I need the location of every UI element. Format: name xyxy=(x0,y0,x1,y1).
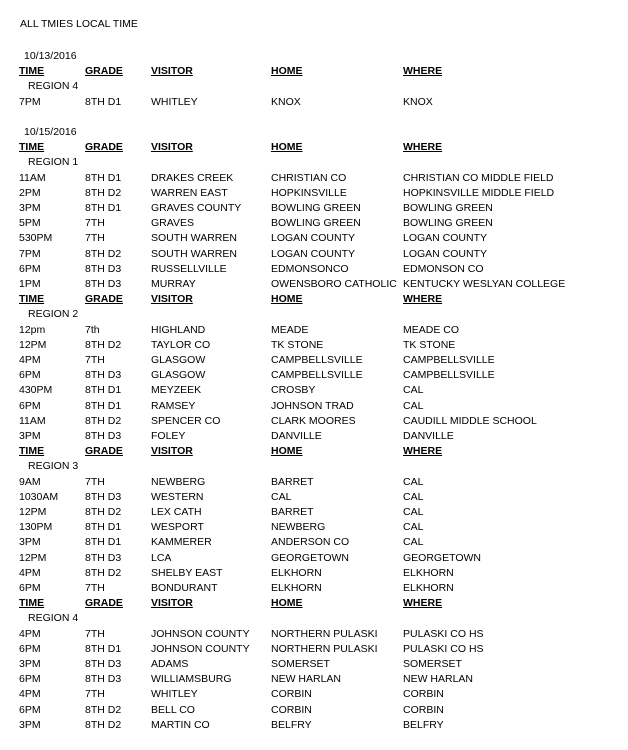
table-row xyxy=(0,719,628,734)
home-header: HOME xyxy=(271,141,303,154)
date-heading: 10/15/2016 xyxy=(24,126,77,138)
home-cell: BOWLING GREEN xyxy=(271,217,361,230)
table-row xyxy=(0,476,628,491)
table-row xyxy=(0,704,628,719)
table-row xyxy=(0,567,628,582)
home-cell: LOGAN COUNTY xyxy=(271,247,356,260)
table-row xyxy=(0,339,628,354)
table-row xyxy=(0,658,628,673)
grade-header: GRADE xyxy=(85,65,123,78)
where-cell: CAUDILL MIDDLE SCHOOL xyxy=(403,414,537,427)
home-cell: CORBIN xyxy=(271,688,312,701)
grade-header: GRADE xyxy=(85,597,123,610)
where-cell: EDMONSON CO xyxy=(403,262,484,275)
grade-cell: 7TH xyxy=(85,688,105,701)
visitor-cell: SPENCER CO xyxy=(151,414,221,427)
table-row xyxy=(0,278,628,293)
time-cell: 3PM xyxy=(19,430,41,442)
home-cell: TK STONE xyxy=(271,338,324,351)
home-cell: OWENSBORO CATHOLIC xyxy=(271,278,397,290)
visitor-cell: DRAKES CREEK xyxy=(151,171,234,184)
time-cell: 3PM xyxy=(19,536,41,549)
home-cell: BOWLING GREEN xyxy=(271,202,361,214)
grade-cell: 7th xyxy=(85,323,100,336)
visitor-cell: GLASGOW xyxy=(151,369,206,382)
visitor-cell: BONDURANT xyxy=(151,582,218,594)
home-cell: CAMPBELLSVILLE xyxy=(271,354,363,366)
column-header-row xyxy=(0,597,628,612)
grade-cell: 8TH D2 xyxy=(85,186,122,199)
time-cell: 11AM xyxy=(19,171,46,184)
visitor-header: VISITOR xyxy=(151,141,193,154)
region-label: REGION 4 xyxy=(28,612,79,625)
home-header: HOME xyxy=(271,445,303,458)
home-cell: BARRET xyxy=(271,475,314,488)
visitor-cell: KAMMERER xyxy=(151,536,212,549)
where-header: WHERE xyxy=(403,65,443,78)
grade-cell: 7TH xyxy=(85,217,105,230)
grade-cell: 7TH xyxy=(85,627,105,640)
home-cell: ELKHORN xyxy=(271,566,322,579)
grade-cell: 8TH D1 xyxy=(85,399,122,412)
where-cell: CAL xyxy=(403,521,424,534)
home-cell: NEWBERG xyxy=(271,521,326,534)
grade-cell: 7TH xyxy=(85,232,105,245)
where-header: WHERE xyxy=(403,141,443,154)
home-cell: BARRET xyxy=(271,506,314,518)
time-cell: 4PM xyxy=(19,566,41,579)
table-row xyxy=(0,172,628,187)
time-cell: 12PM xyxy=(19,551,47,564)
home-cell: BELFRY xyxy=(271,718,312,731)
grade-cell: 8TH D2 xyxy=(85,414,122,427)
table-row xyxy=(0,187,628,202)
visitor-cell: MURRAY xyxy=(151,278,196,290)
grade-cell: 8TH D2 xyxy=(85,506,122,518)
where-header: WHERE xyxy=(403,293,443,306)
where-cell: HOPKINSVILLE MIDDLE FIELD xyxy=(403,186,555,199)
table-row xyxy=(0,217,628,232)
grade-cell: 8TH D3 xyxy=(85,369,122,382)
time-cell: 12PM xyxy=(19,338,47,351)
grade-cell: 8TH D3 xyxy=(85,262,122,275)
grade-cell: 8TH D3 xyxy=(85,658,122,670)
table-row xyxy=(0,202,628,217)
where-cell: CAL xyxy=(403,490,424,503)
table-row xyxy=(0,369,628,384)
column-header-row xyxy=(0,65,628,80)
table-row xyxy=(0,582,628,597)
visitor-cell: LCA xyxy=(151,551,172,564)
visitor-cell: ADAMS xyxy=(151,658,189,670)
time-cell: 6PM xyxy=(19,399,41,412)
grade-cell: 8TH D1 xyxy=(85,521,122,534)
visitor-cell: HIGHLAND xyxy=(151,323,206,336)
visitor-cell: LEX CATH xyxy=(151,506,202,518)
visitor-header: VISITOR xyxy=(151,445,193,458)
home-header: HOME xyxy=(271,65,303,78)
time-header: TIME xyxy=(19,141,45,154)
visitor-cell: RAMSEY xyxy=(151,399,196,412)
table-row xyxy=(0,643,628,658)
where-cell: CAL xyxy=(403,536,424,549)
time-cell: 6PM xyxy=(19,703,41,716)
home-cell: NEW HARLAN xyxy=(271,673,342,686)
where-cell: CORBIN xyxy=(403,688,444,701)
table-row xyxy=(0,506,628,521)
table-row xyxy=(0,354,628,369)
table-row xyxy=(0,491,628,506)
time-cell: 3PM xyxy=(19,202,41,214)
grade-cell: 8TH D2 xyxy=(85,566,122,579)
home-cell: CROSBY xyxy=(271,384,316,397)
where-cell: CHRISTIAN CO MIDDLE FIELD xyxy=(403,171,554,184)
time-cell: 12pm xyxy=(19,323,46,336)
home-cell: NORTHERN PULASKI xyxy=(271,642,378,655)
time-header: TIME xyxy=(19,597,45,610)
table-row xyxy=(0,248,628,263)
home-cell: CORBIN xyxy=(271,703,312,716)
where-cell: BOWLING GREEN xyxy=(403,217,493,230)
where-cell: KNOX xyxy=(403,95,433,108)
visitor-cell: WHITLEY xyxy=(151,688,198,701)
grade-header: GRADE xyxy=(85,445,123,458)
time-cell: 11AM xyxy=(19,414,46,427)
visitor-cell: WILLIAMSBURG xyxy=(151,673,232,686)
grade-cell: 8TH D1 xyxy=(85,202,122,214)
home-cell: SOMERSET xyxy=(271,658,330,670)
document-title: ALL TMIES LOCAL TIME xyxy=(20,18,138,30)
grade-cell: 8TH D3 xyxy=(85,551,122,564)
visitor-cell: NEWBERG xyxy=(151,475,206,488)
time-cell: 4PM xyxy=(19,688,41,701)
column-header-row xyxy=(0,141,628,156)
grade-cell: 8TH D1 xyxy=(85,536,122,549)
home-cell: DANVILLE xyxy=(271,430,322,442)
time-header: TIME xyxy=(19,293,45,306)
where-header: WHERE xyxy=(403,445,443,458)
time-cell: 5PM xyxy=(19,217,41,230)
time-cell: 4PM xyxy=(19,627,41,640)
visitor-cell: WESPORT xyxy=(151,521,204,534)
home-cell: EDMONSONCO xyxy=(271,262,349,275)
time-cell: 12PM xyxy=(19,506,47,518)
table-row xyxy=(0,232,628,247)
where-cell: LOGAN COUNTY xyxy=(403,247,488,260)
where-cell: SOMERSET xyxy=(403,658,462,670)
grade-cell: 8TH D3 xyxy=(85,673,122,686)
visitor-cell: RUSSELLVILLE xyxy=(151,262,227,275)
home-cell: CHRISTIAN CO xyxy=(271,171,347,184)
where-cell: BELFRY xyxy=(403,718,444,731)
visitor-header: VISITOR xyxy=(151,65,193,78)
where-cell: PULASKI CO HS xyxy=(403,627,484,640)
where-cell: LOGAN COUNTY xyxy=(403,232,488,245)
where-cell: CORBIN xyxy=(403,703,444,716)
where-cell: CAMPBELLSVILLE xyxy=(403,369,495,382)
table-row xyxy=(0,536,628,551)
home-header: HOME xyxy=(271,597,303,610)
time-cell: 6PM xyxy=(19,582,41,594)
visitor-cell: WARREN EAST xyxy=(151,186,228,199)
time-cell: 3PM xyxy=(19,658,41,670)
time-cell: 6PM xyxy=(19,369,41,382)
grade-cell: 8TH D3 xyxy=(85,490,122,503)
time-cell: 430PM xyxy=(19,384,53,397)
grade-cell: 8TH D2 xyxy=(85,718,122,731)
visitor-cell: SOUTH WARREN xyxy=(151,247,237,260)
column-header-row xyxy=(0,293,628,308)
time-cell: 4PM xyxy=(19,354,41,366)
home-header: HOME xyxy=(271,293,303,306)
table-row xyxy=(0,552,628,567)
visitor-cell: MARTIN CO xyxy=(151,718,210,731)
table-row xyxy=(0,688,628,703)
column-header-row xyxy=(0,445,628,460)
where-header: WHERE xyxy=(403,597,443,610)
time-cell: 6PM xyxy=(19,642,41,655)
visitor-cell: WHITLEY xyxy=(151,95,198,108)
where-cell: KENTUCKY WESLYAN COLLEGE xyxy=(403,278,566,290)
home-cell: LOGAN COUNTY xyxy=(271,232,356,245)
time-cell: 530PM xyxy=(19,232,53,245)
home-cell: CLARK MOORES xyxy=(271,414,356,427)
home-cell: HOPKINSVILLE xyxy=(271,186,347,199)
visitor-cell: GRAVES xyxy=(151,217,194,230)
where-cell: DANVILLE xyxy=(403,430,454,442)
time-header: TIME xyxy=(19,445,45,458)
grade-cell: 8TH D1 xyxy=(85,384,122,397)
where-cell: CAL xyxy=(403,475,424,488)
home-cell: JOHNSON TRAD xyxy=(271,399,354,412)
visitor-cell: JOHNSON COUNTY xyxy=(151,642,250,655)
where-cell: PULASKI CO HS xyxy=(403,642,484,655)
time-cell: 9AM xyxy=(19,475,41,488)
time-cell: 1030AM xyxy=(19,490,59,503)
visitor-cell: GLASGOW xyxy=(151,354,206,366)
where-cell: CAL xyxy=(403,506,424,518)
time-cell: 1PM xyxy=(19,278,41,290)
home-cell: GEORGETOWN xyxy=(271,551,349,564)
home-cell: ELKHORN xyxy=(271,582,322,594)
visitor-cell: BELL CO xyxy=(151,703,195,716)
grade-cell: 8TH D2 xyxy=(85,338,122,351)
where-cell: NEW HARLAN xyxy=(403,673,474,686)
grade-cell: 7TH xyxy=(85,354,105,366)
visitor-cell: GRAVES COUNTY xyxy=(151,202,242,214)
home-cell: CAL xyxy=(271,490,292,503)
table-row xyxy=(0,521,628,536)
grade-cell: 8TH D3 xyxy=(85,278,122,290)
time-cell: 130PM xyxy=(19,521,53,534)
table-row xyxy=(0,673,628,688)
grade-cell: 7TH xyxy=(85,475,105,488)
where-cell: GEORGETOWN xyxy=(403,551,481,564)
where-cell: TK STONE xyxy=(403,338,456,351)
visitor-cell: SOUTH WARREN xyxy=(151,232,237,245)
where-cell: BOWLING GREEN xyxy=(403,202,493,214)
grade-cell: 8TH D2 xyxy=(85,703,122,716)
region-label: REGION 2 xyxy=(28,308,79,321)
where-cell: MEADE CO xyxy=(403,323,460,336)
visitor-cell: SHELBY EAST xyxy=(151,566,223,579)
visitor-header: VISITOR xyxy=(151,293,193,306)
time-cell: 2PM xyxy=(19,186,41,199)
where-cell: ELKHORN xyxy=(403,566,454,579)
grade-cell: 8TH D3 xyxy=(85,430,122,442)
grade-cell: 7TH xyxy=(85,582,105,594)
time-cell: 7PM xyxy=(19,247,41,260)
region-label: REGION 4 xyxy=(28,80,79,93)
visitor-cell: TAYLOR CO xyxy=(151,338,211,351)
date-heading: 10/13/2016 xyxy=(24,50,77,62)
table-row xyxy=(0,263,628,278)
time-cell: 6PM xyxy=(19,262,41,275)
home-cell: ANDERSON CO xyxy=(271,536,350,549)
table-row xyxy=(0,384,628,399)
grade-cell: 8TH D1 xyxy=(85,95,122,108)
visitor-header: VISITOR xyxy=(151,597,193,610)
visitor-cell: JOHNSON COUNTY xyxy=(151,627,250,640)
where-cell: CAMPBELLSVILLE xyxy=(403,354,495,366)
grade-cell: 8TH D2 xyxy=(85,247,122,260)
visitor-cell: FOLEY xyxy=(151,430,186,442)
table-row xyxy=(0,400,628,415)
time-cell: 6PM xyxy=(19,673,41,686)
visitor-cell: MEYZEEK xyxy=(151,384,202,397)
grade-cell: 8TH D1 xyxy=(85,171,122,184)
visitor-cell: WESTERN xyxy=(151,490,204,503)
where-cell: CAL xyxy=(403,399,424,412)
home-cell: CAMPBELLSVILLE xyxy=(271,369,363,382)
where-cell: CAL xyxy=(403,384,424,397)
grade-header: GRADE xyxy=(85,293,123,306)
home-cell: MEADE xyxy=(271,323,309,336)
table-row xyxy=(0,96,628,111)
where-cell: ELKHORN xyxy=(403,582,454,594)
time-header: TIME xyxy=(19,65,45,78)
home-cell: KNOX xyxy=(271,95,301,108)
home-cell: NORTHERN PULASKI xyxy=(271,627,378,640)
region-label: REGION 1 xyxy=(28,156,79,169)
table-row xyxy=(0,628,628,643)
table-row xyxy=(0,324,628,339)
grade-header: GRADE xyxy=(85,141,123,154)
region-label: REGION 3 xyxy=(28,460,79,473)
time-cell: 3PM xyxy=(19,718,41,731)
table-row xyxy=(0,430,628,445)
table-row xyxy=(0,415,628,430)
time-cell: 7PM xyxy=(19,95,41,108)
grade-cell: 8TH D1 xyxy=(85,642,122,655)
